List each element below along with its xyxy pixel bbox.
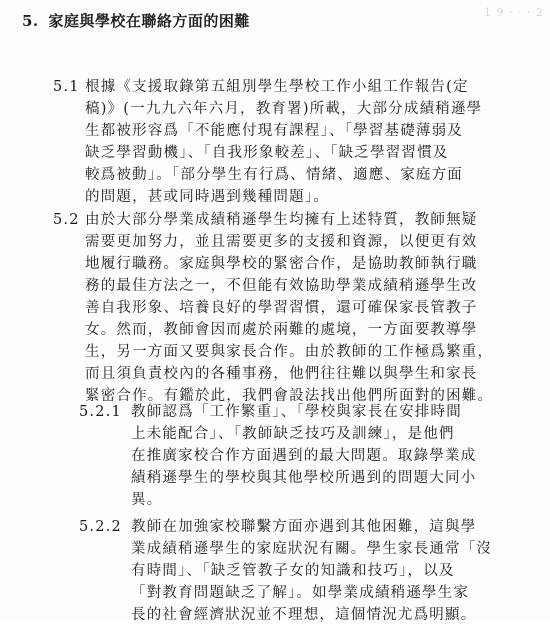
paragraph-5-1 [53,76,483,208]
paragraph-line: 需要更加努力，並且需要更多的支援和資源，以便更有效 [85,234,478,250]
paragraph-line: 有時間」、「缺乏管教子女的知識和技巧」，以及 [131,563,455,579]
paragraph-line: 務的最佳方法之一，不但能有效協助學業成績稍遜學生改 [85,278,478,294]
paragraph-5-2-1 [79,401,477,511]
section-heading [22,10,250,31]
scan-corner-mark: 1 9 · · · 2 [484,6,544,19]
paragraph-line: 生，另一方面又要與家長合作。由於教師的工作極爲繁重， [85,344,494,360]
paragraph-line: 由於大部分學業成績稍遜學生均擁有上述特質，教師無疑 [85,212,478,228]
paragraph-line: 根據《支援取錄第五組別學生學校工作小組工作報告(定 [85,79,469,95]
section-heading-number: 5. [22,12,39,30]
paragraph-line: 的問題，甚或同時遇到幾種問題」。 [85,189,329,205]
paragraph-line: 善自我形象、培養良好的學習習慣，還可確保家長管教子 [85,300,478,316]
paragraph-line: 教師在加強家校聯繫方面亦遇到其他困難，這與學 [131,519,477,535]
paragraph-number: 5.1 [53,79,80,95]
paragraph-line: 較爲被動」。「部分學生有行爲、情緒、適應、家庭方面 [85,167,463,183]
section-heading-title: 家庭與學校在聯絡方面的困難 [48,12,250,30]
paragraph-line: 異。 [131,492,163,508]
paragraph-5-2 [53,209,494,407]
paragraph-number: 5.2 [53,212,80,228]
paragraph-line: 績稍遜學生的學校與其他學校所遇到的問題大同小 [131,470,477,486]
paragraph-line: 生都被形容爲「不能應付現有課程」、「學習基礎薄弱及 [85,123,463,139]
paragraph-line: 缺乏學習動機」、「自我形象較差」、「缺乏學習習慣及 [85,145,449,161]
paragraph-line: 地履行職務。家庭與學校的緊密合作，是協助教師執行職 [85,256,478,272]
paragraph-line: 稿)》(一九九六年六月，教育署)所載，大部分成績稍遜學 [85,101,483,117]
paragraph-5-2-2 [79,516,493,626]
paragraph-line: 在推廣家校合作方面遇到的最大問題。取錄學業成 [131,448,477,464]
paragraph-line: 教師認爲「工作繁重」、「學校與家長在安排時間 [131,404,462,420]
paragraph-line: 業成績稍遜學生的家庭狀況有關。學生家長通常「沒 [131,541,493,557]
paragraph-line: 女。然而，教師會因而處於兩難的處境，一方面要教導學 [85,322,478,338]
paragraph-number: 5.2.2 [79,519,122,535]
paragraph-number: 5.2.1 [79,404,122,420]
paragraph-line: 「對教育問題缺乏了解」。如學業成績稍遜學生家 [131,585,470,601]
paragraph-line: 長的社會經濟狀況並不理想，這個情況尤爲明顯。 [131,607,477,623]
paragraph-line: 緊密合作。有鑑於此，我們會設法找出他們所面對的困難。 [85,388,494,404]
paragraph-line: 上未能配合」、「教師缺乏技巧及訓練」，是他們 [131,426,455,442]
paragraph-line: 而且須負責校內的各種事務，他們往往難以與學生和家長 [85,366,478,382]
